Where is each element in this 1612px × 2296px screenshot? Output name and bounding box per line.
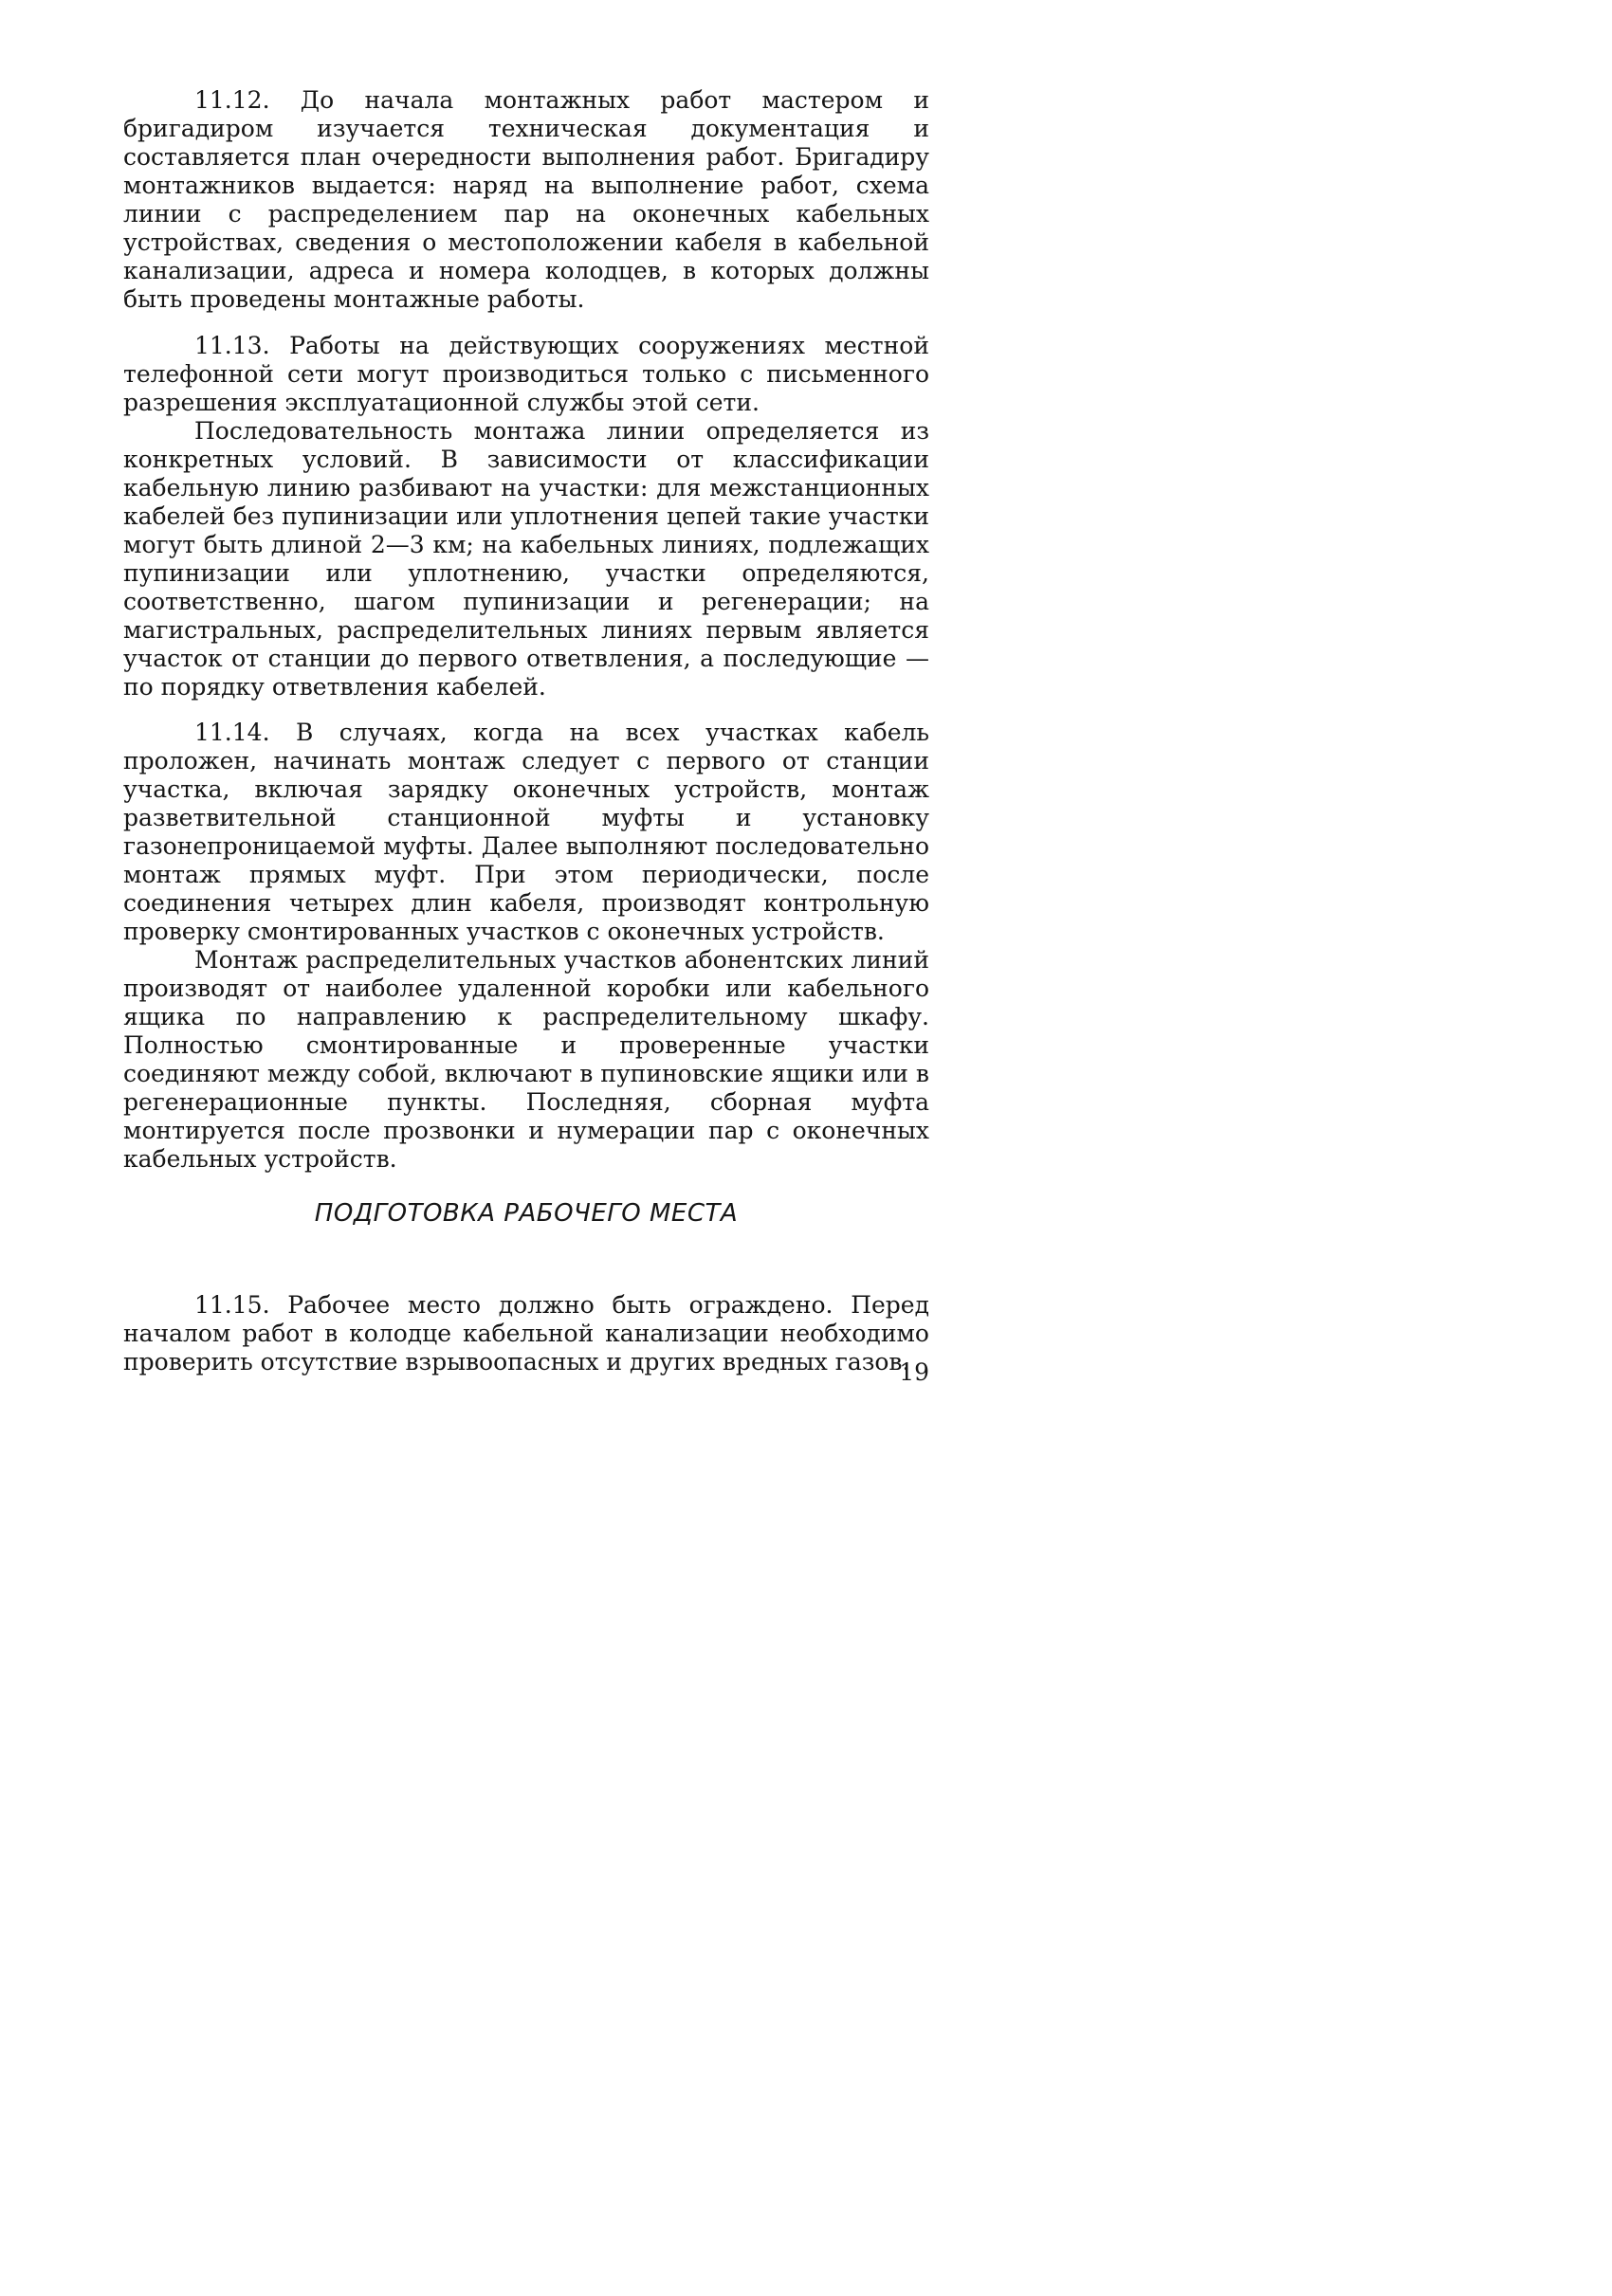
paragraph-block-11-12	[123, 86, 929, 314]
paragraph-11-12: 11.12. До начала монтажных работ мастером и бригадиром изучается техническая документация и составляется план очередности выполнения работ. Бригадиру монтажников выдается: наряд на выполнение работ, схема линии с распределением пар на оконечных кабельных устройствах, сведения о местоположении кабеля в кабельной канализации, адреса и номера колодцев, в которых должны быть проведены монтажные работы.	[123, 86, 929, 313]
paragraph-11-13: 11.13. Работы на действующих сооружениях местной телефонной сети могут производиться только с письменного разрешения эксплуатационной службы этой сети.	[123, 332, 929, 416]
paragraph-11-15: 11.15. Рабочее место должно быть ограждено. Перед началом работ в колодце кабельной канализации необходимо проверить отсутствие взрывоопасных и других вредных газов.	[123, 1291, 929, 1376]
paragraph-block-11-15	[123, 1291, 929, 1376]
paragraph-block-11-13	[123, 332, 929, 702]
page-number: 19	[899, 1358, 929, 1386]
paragraph-distribution-sections: Монтаж распределительных участков абонентских линий производят от наиболее удаленной коробки или кабельного ящика по направлению к распределительному шкафу. Полностью смонтированные и проверенные участки соединяют между собой, включают в пупиновские ящики или в регенерационные пункты. Последняя, сборная муфта монтируется после прозвонки и нумерации пар с оконечных кабельных устройств.	[123, 946, 929, 1173]
paragraph-installation-sequence: Последовательность монтажа линии определяется из конкретных условий. В зависимости от классификации кабельную линию разбивают на участки: для межстанционных кабелей без пупинизации или уплотнения цепей такие участки могут быть длиной 2—3 км; на кабельных линиях, подлежащих пупинизации или уплотнению, участки определяются, соответственно, шагом пупинизации и регенерации; на магистральных, распределительных линиях первым является участок от станции до первого ответвления, а последующие — по порядку ответвления кабелей.	[123, 417, 929, 701]
document-page	[0, 0, 1053, 1491]
paragraph-block-11-14	[123, 719, 929, 1174]
paragraph-11-14: 11.14. В случаях, когда на всех участках кабель проложен, начинать монтаж следует с первого от станции участка, включая зарядку оконечных устройств, монтаж разветвительной станционной муфты и установку газонепроницаемой муфты. Далее выполняют последовательно монтаж прямых муфт. При этом периодически, после соединения четырех длин кабеля, производят контрольную проверку смонтированных участков с оконечных устройств.	[123, 719, 929, 945]
section-heading: ПОДГОТОВКА РАБОЧЕГО МЕСТА	[314, 1199, 739, 1228]
